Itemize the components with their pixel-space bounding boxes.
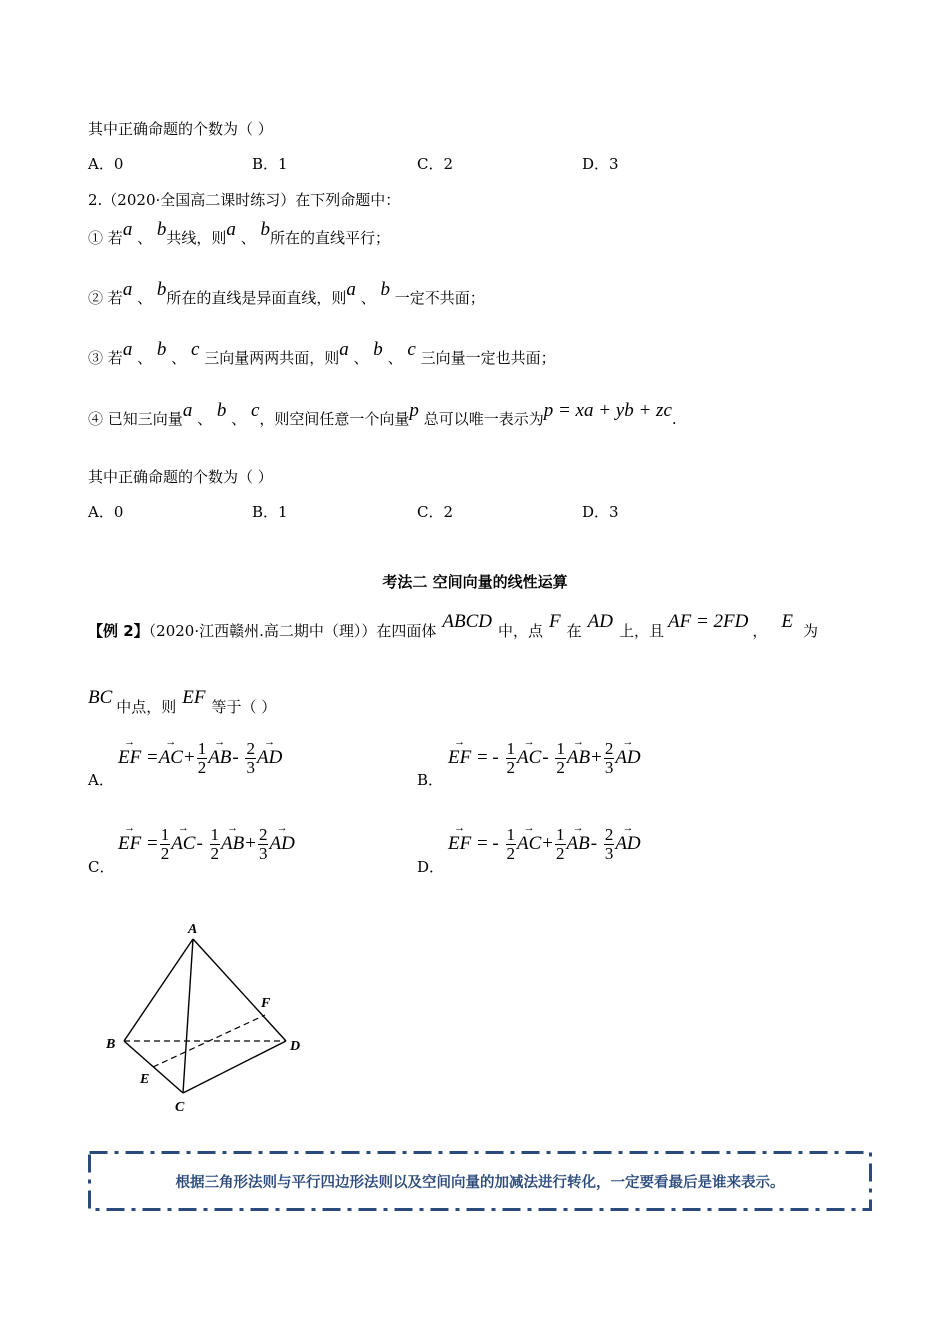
vertex-label-d: D bbox=[290, 1039, 301, 1054]
q1-summary: 其中正确命题的个数为（ ） bbox=[88, 120, 273, 138]
decomposition-formula: p = xa + yb + zc bbox=[543, 400, 672, 421]
q1-option-b: B．1 bbox=[252, 155, 288, 173]
tip-text: 根据三角形法则与平行四边形法则以及空间向量的加减法进行转化，一定要看最后是谁来表示。 bbox=[175, 1175, 785, 1191]
tetrahedron-figure bbox=[100, 915, 320, 1120]
example2-option-a-label: A． bbox=[88, 771, 114, 789]
edge-ac bbox=[183, 939, 193, 1093]
vertex-label-b: B bbox=[106, 1037, 116, 1052]
example2-option-c-expression: → EF = $\frac{1}{2}$ → AC- $\frac{1}{2}$ → AB+ $\frac{2}{3}$ → AD bbox=[118, 821, 295, 863]
edge-cd bbox=[183, 1041, 286, 1093]
q1-option-a: A．0 bbox=[88, 155, 124, 173]
example2-stem-line1: 【例 2】（2020·江西赣州.高二期中（理））在四面体 ABCD 中，点 F 在 AD 上，且 AF = 2FD ， E 为 bbox=[88, 611, 818, 640]
point-label-e: E bbox=[140, 1072, 150, 1087]
q2-option-a: A．0 bbox=[88, 503, 124, 521]
example2-option-a-expression: → EF = → AC+ $\frac{1}{2}$ → AB- $\frac{2}{3}$ → AD bbox=[118, 735, 283, 777]
example2-option-d-label: D． bbox=[417, 858, 445, 876]
q2-proposition-4: ④ 已知三向量a 、 b 、 c，则空间任意一个向量p 总可以唯一表示为p = xa + yb + zc. bbox=[88, 400, 677, 428]
q2-option-d: D．3 bbox=[582, 503, 619, 521]
q2-option-c: C．2 bbox=[417, 503, 454, 521]
q2-proposition-1: ① 若a 、 b共线，则a 、 b所在的直线平行； bbox=[88, 219, 390, 247]
q2-proposition-2: ② 若a 、 b所在的直线是异面直线，则a 、 b 一定不共面； bbox=[88, 279, 485, 307]
q2-option-b: B．1 bbox=[252, 503, 288, 521]
tip-box bbox=[88, 1151, 872, 1211]
example2-option-b-label: B． bbox=[417, 771, 444, 789]
q2-summary: 其中正确命题的个数为（ ） bbox=[88, 468, 273, 486]
example2-option-d-expression: → EF = - $\frac{1}{2}$ → AC+ $\frac{1}{2}$ → AB- $\frac{2}{3}$ → AD bbox=[448, 821, 641, 863]
section-title: 考法二 空间向量的线性运算 bbox=[382, 573, 568, 591]
q2-header: 2.（2020·全国高二课时练习）在下列命题中： bbox=[88, 191, 401, 209]
example2-stem-line2: BC 中点，则 EF 等于（ ） bbox=[88, 687, 277, 716]
q1-option-d: D．3 bbox=[582, 155, 619, 173]
vertex-label-a: A bbox=[188, 922, 198, 937]
edge-ab bbox=[124, 939, 193, 1041]
edge-ad bbox=[193, 939, 286, 1041]
q1-option-c: C．2 bbox=[417, 155, 454, 173]
example2-option-b-expression: → EF = - $\frac{1}{2}$ → AC- $\frac{1}{2}$ → AB+ $\frac{2}{3}$ → AD bbox=[448, 735, 641, 777]
q2-proposition-3: ③ 若a 、 b 、 c 三向量两两共面，则a 、 b 、 c 三向量一定也共面； bbox=[88, 339, 556, 367]
point-label-f: F bbox=[261, 996, 271, 1011]
vertex-label-c: C bbox=[175, 1100, 185, 1115]
example2-option-c-label: C． bbox=[88, 858, 115, 876]
